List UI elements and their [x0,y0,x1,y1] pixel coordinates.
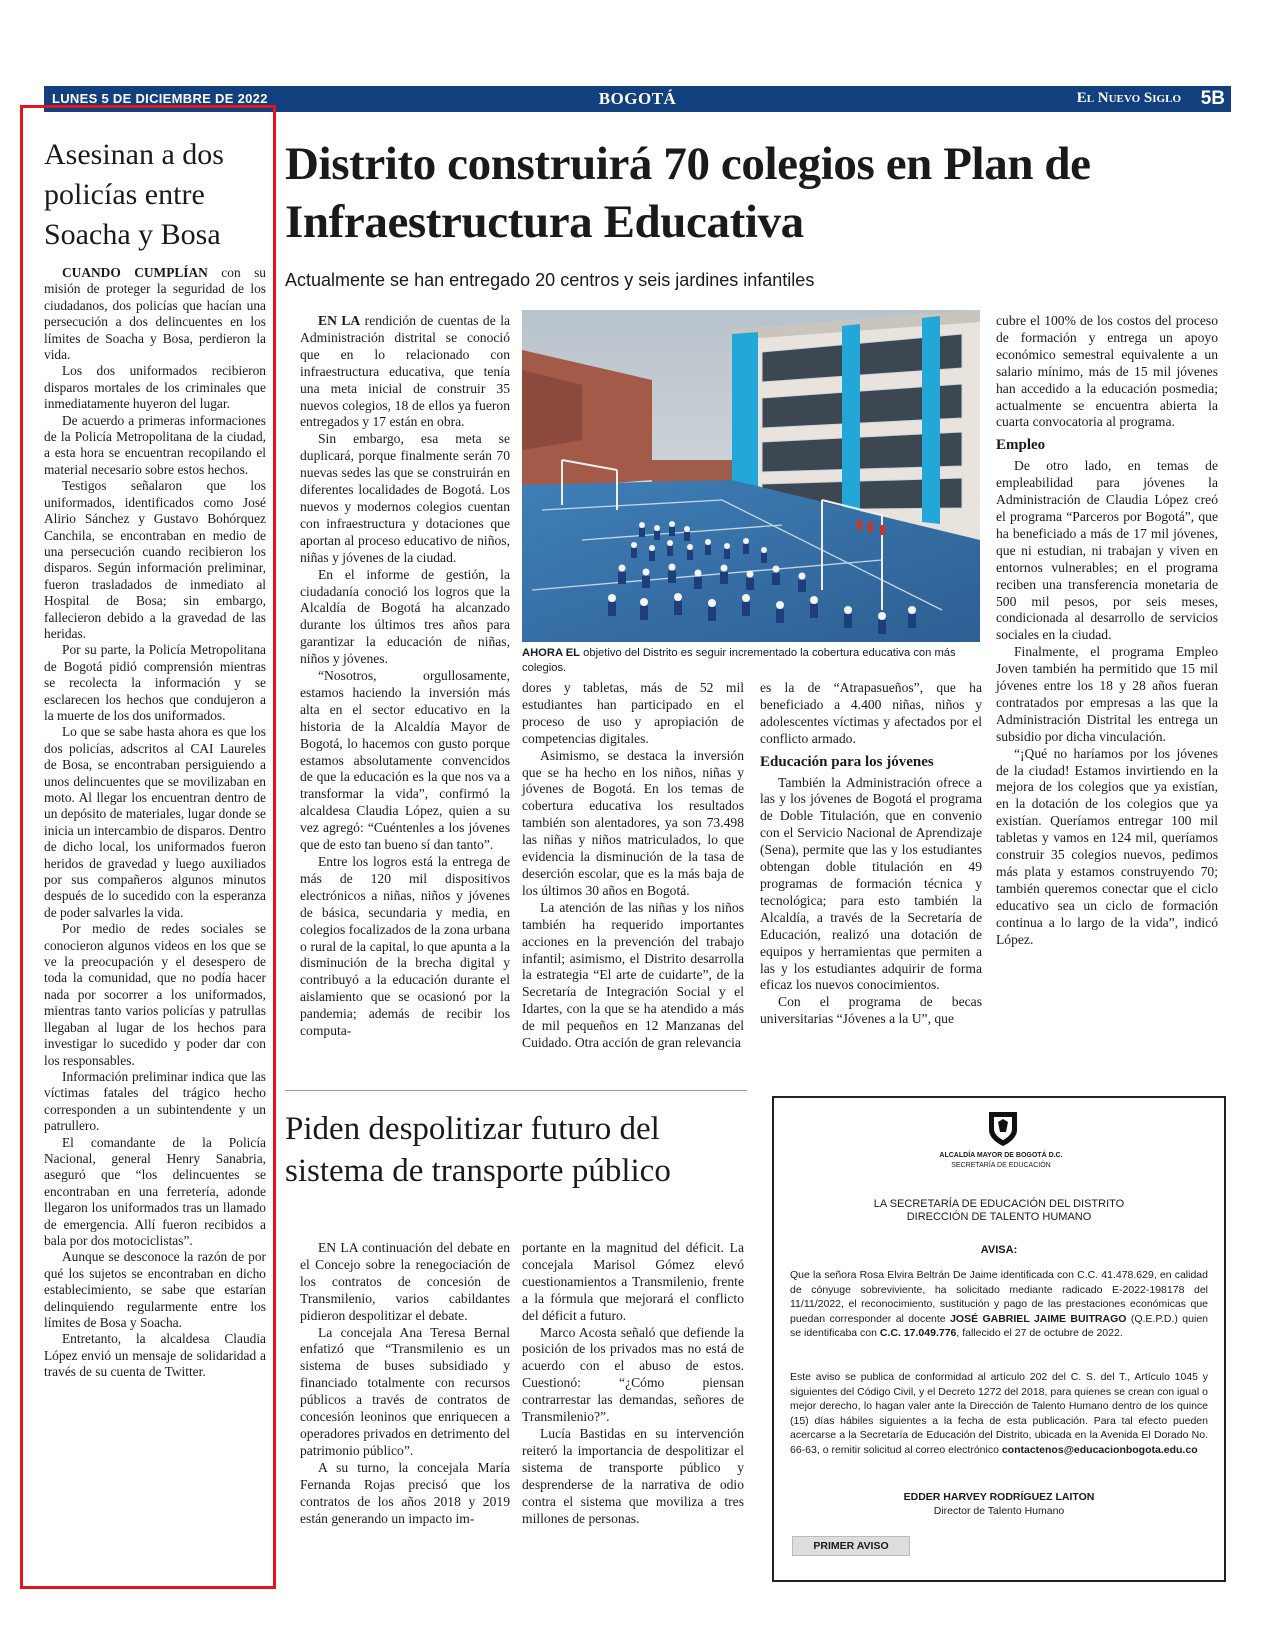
school-photo [522,310,980,642]
sidebar-paragraph: El comandante de la Policía Nacional, general Henry Sanabria, aseguró que “los delincuentes se encontraban en una ferretería, adonde llegaron los uniformados tras un llamado de emergencia. Allí fueron recibidos a bala por dos motociclistas”. [44,1134,266,1248]
sidebar-paragraph: Testigos señalaron que los uniformados, identificados como José Alirio Sánchez y Gustavo Bohórquez Canchila, se encontraban en medio de una persecución cuando recibieron los disparos. Según información preliminar, fueron trasladados de inmediato al Hospital de Bosa; sin embargo, fallecieron debido a la gravedad de las heridas. [44,478,266,641]
transport-column-2 [522,1240,744,1527]
newspaper-name: El Nuevo Siglo [1076,90,1181,106]
legal-notice [772,1096,1226,1582]
transport-column-1 [300,1240,510,1527]
notice-signature: EDDER HARVEY RODRÍGUEZ LAITON Director de Talento Humano [903,1491,1095,1517]
article-paragraph: portante en la magnitud del déficit. La concejala Marisol Gómez elevó cuestionamientos a Transmilenio, frente a la fórmula que mejorará el conflicto del déficit a futuro. [522,1240,744,1323]
lead-words: EN LA [318,313,361,328]
main-column-3 [760,680,982,1028]
article-paragraph: EN LA rendición de cuentas de la Administración distrital se conoció que en lo relacionado con infraestructura educativa, que tenía una meta inicial de construir 35 nuevos colegios, 18 de ellos ya fueron entregados y 17 están en obra. [300,313,510,430]
section-subheading: Educación para los jóvenes [760,753,934,770]
sidebar-paragraph: Aunque se desconoce la razón de por qué los sujetos se encontraban en dicho establecimiento, se sabe que estarían delinquiendo regularmente entre los límites de Bosa y Soacha. [44,1249,266,1330]
article-paragraph: Marco Acosta señaló que defiende la posición de los privados mas no está de acuerdo con el abuso de estos. Cuestionó: “¿Cómo piensan contrarrestar las demandas, señores de Transmilenio?”. [522,1324,744,1425]
secondary-headline: Piden despolitizar futuro del sistema de transporte público [285,1111,671,1189]
article-paragraph: Lucía Bastidas en su intervención reiteró la importancia de despolitizar el sistema de transporte público y desprenderse de la narrativa de odio contra el sistema que moviliza a tres millones de personas. [522,1425,744,1526]
issuing-organization: LA SECRETARÍA DE EDUCACIÓN DEL DISTRITO DIRECCIÓN DE TALENTO HUMANO [873,1198,1125,1223]
article-paragraph: La atención de las niñas y los niños también ha requerido importantes acciones en la prevención del trabajo infantil; asimismo, el Distrito desarrolla la estrategia “El arte de cuidarte”, de la Secretaría de Integración Social y el Idartes, con la que se ha atendido a más de mil pequeños en 12 Manzanas del Cuidado. Otra acción de gran relevancia [522,899,744,1051]
article-paragraph: cubre el 100% de los costos del proceso de formación y entrega un apoyo económico semestral equivalente a un salario mínimo, más de 15 mil jóvenes han accedido a la educación posmedia; actualmente se encuentra abierta la cuarta convocatoria al programa. [996,313,1218,430]
notice-paragraph: Que la señora Rosa Elvira Beltrán De Jaime identificada con C.C. 41.478.629, en calidad de cónyuge sobreviviente, ha solicitado mediante radicado E-2022-198178 del 11/11/2022, el reconocimiento, sustitución y pago de las prestaciones económicas que puedan corresponder al docente JOSÉ GABRIEL JAIME BUITRAGO (Q.E.P.D.) quien se identificaba con C.C. 17.049.776, fallecido el 27 de octubre de 2022. [790,1269,1208,1340]
article-paragraph: es la de “Atrapasueños”, que ha beneficiado a 4.400 niñas, niños y adolescentes víctimas y afectados por el conflicto armado. [760,680,982,746]
page-number: 5B [1200,88,1225,109]
notice-heading: AVISA: [980,1244,1018,1256]
section-name: BOGOTÁ [598,89,677,108]
article-paragraph: Asimismo, se destaca la inversión que se ha hecho en los niños, niñas y jóvenes de Bogotá. En los temas de cobertura educativa los resultados también son alentadores, ya son 73.498 las niñas y niños matriculados, lo que evidencia la disminución de la tasa de deserción escolar, que es la más baja de los últimos 30 años en Bogotá. [522,747,744,898]
sidebar-paragraph: Por su parte, la Policía Metropolitana de Bogotá pidió comprensión mientras se recolecta la información y se esclarecen los hechos que condujeron a la muerte de los dos uniformados. [44,642,266,723]
sidebar-paragraph: Por medio de redes sociales se conocieron algunos videos en los que se ve la preocupación y el desespero de toda la comunidad, que no podía hacer nada por socorrer a los uniformados, mientras tanto varios policías y patrullas llegaban al lugar de los hechos para investigar lo sucedido y poder dar con los responsables. [44,921,266,1068]
main-headline: Distrito construirá 70 colegios en Plan de Infraestructura Educativa [285,138,1091,248]
lead-words: CUANDO CUMPLÍAN [62,265,208,280]
contact-email[interactable]: contactenos@educacionbogota.edu.co [1001,1443,1198,1456]
main-subheadline: Actualmente se han entregado 20 centros y seis jardines infantiles [285,270,815,290]
publication-date: LUNES 5 DE DICIEMBRE DE 2022 [52,91,268,106]
photo-caption: AHORA EL objetivo del Distrito es seguir incrementado la cobertura educativa con más colegios. [522,647,956,674]
section-subheading: Empleo [996,437,1046,454]
article-paragraph: Con el programa de becas universitarias “Jóvenes a la U”, que [760,994,982,1027]
article-paragraph: En el informe de gestión, la ciudadanía conoció los logros que la Alcaldía de Bogotá ha alcanzado durante los últimos tres años para garantizar la educación de niñas, niños y jóvenes. [300,566,510,667]
coat-of-arms-icon [986,1108,1020,1148]
article-paragraph: “¡Qué no haríamos por los jóvenes de la ciudad! Estamos invirtiendo en la mejora de los colegios que ya existían, en la dotación de los colegios que ya existían. Queríamos entregar 100 mil tabletas y vamos en 124 mil, queríamos construir 35 colegios nuevos, pedimos más plata y estamos construyendo 70; también queremos conectar que el ciclo educativo sea un ciclo de formación continua a lo largo de la vida”, indicó López. [996,745,1218,947]
main-column-1 [300,313,510,1040]
notice-paragraph: Este aviso se publica de conformidad al artículo 202 del C. S. del T., Artículo 1045 y siguientes del Código Civil, y el Decreto 1272 del 2018, para quienes se crean con igual o mejor derecho, lo hagan valer ante la Dirección de Talento Humano dentro de los quince (15) días hábiles siguientes a la fecha de esta publicación. Para tal efecto pueden acercarse a la Secretaría de Educación del Distrito, ubicada en la Avenida El Dorado No. 66-63, o remitir solicitud al correo electrónico contactenos@educacionbogota.edu.co [790,1371,1208,1456]
article-paragraph: La concejala Ana Teresa Bernal enfatizó que “Transmilenio es un sistema de buses subsidiado y financiado totalmente con recursos públicos a través de contratos de concesión leoninos que enriquecen a operadores privados en detrimento del patrimonio público”. [300,1324,510,1458]
sidebar-headline: Asesinan a dos policías entre Soacha y Bosa [44,138,224,251]
main-column-4 [996,313,1218,949]
sidebar-paragraph: CUANDO CUMPLÍAN con su misión de proteger la seguridad de los ciudadanos, dos policías que hacían una persecución a dos delincuentes en los límites de Soacha y Bosa, perdieron la vida. [44,265,266,363]
sidebar-paragraph: Lo que se sabe hasta ahora es que los dos policías, adscritos al CAI Laureles de Bosa, se encontraban persiguiendo a unos delincuentes que se movilizaban en moto. Al llegar los encuentran dentro de un depósito de materiales, lugar donde se inicia un intercambio de disparos. Dentro de dicho local, los uniformados fueron heridos de gravedad y luego auxiliados por sus compañeros algunos minutos después de lo sucedido con la esperanza de poder salvarles la vida. [44,724,266,920]
sidebar-paragraph: Información preliminar indica que las víctimas fatales del trágico hecho corresponden a un subintendente y un patrullero. [44,1068,266,1134]
main-column-2 [522,680,744,1052]
notice-badge: PRIMER AVISO [792,1536,910,1556]
article-paragraph: Sin embargo, esa meta se duplicará, porque finalmente serán 70 nuevas sedes las que se construirán en diferentes localidades de Bogotá. Los nuevos y modernos colegios cuentan con infraestructura y dotaciones que aportan al proceso educativo de niños, niñas y jóvenes de la ciudad. [300,431,510,565]
article-paragraph: EN LA continuación del debate en el Concejo sobre la renegociación de los contratos de concesión de Transmilenio, varios cabildantes pidieron despolitizar el debate. [300,1240,510,1323]
sidebar-paragraph: De acuerdo a primeras informaciones de la Policía Metropolitana de la ciudad, a esta hora se encuentran recopilando el material necesario sobre estos hechos. [44,412,266,477]
article-paragraph: “Nosotros, orgullosamente, estamos haciendo la inversión más alta en el sector educativo en la historia de la Alcaldía Mayor de Bogotá, lo hacemos con gusto porque estamos absolutamente convencidos de que la educación es la que nos va a transformar la vida”, confirmó la alcaldesa Claudia López, quien a su vez agregó: “Cuéntenles a los jóvenes que de esto tan bueno sí dan tanto”. [300,668,510,853]
article-paragraph: Finalmente, el programa Empleo Joven también ha permitido que 15 mil jóvenes entre los 18 y 28 años fueran contratados por empresas a las que la Administración Distrital les entrega un subsidio por dicha vinculación. [996,644,1218,744]
article-paragraph: También la Administración ofrece a las y los jóvenes de Bogotá el programa de Doble Titulación, que en convenio con el Servicio Nacional de Aprendizaje (Sena), permite que las y los estudiantes obtengan doble titulación en 49 programas de formación técnica y tecnológica; para esto también la Alcaldía, a través de la Secretaría de Educación, realizó una dotación de equipos y herramientas que permiten a las y los estudiantes adquirir de forma eficaz los nuevos conocimientos. [760,774,982,993]
sidebar-body [44,265,266,1381]
caption-lead: AHORA EL [522,647,581,659]
article-paragraph: A su turno, la concejala María Fernanda Rojas precisó que los contratos de los años 2018 y 2019 están generando un impacto im- [300,1459,510,1526]
article-paragraph: dores y tabletas, más de 52 mil estudiantes han participado en el proceso de uso y apropiación de competencias digitales. [522,680,744,746]
article-paragraph: Entre los logros está la entrega de más de 120 mil dispositivos electrónicos a niñas, niños y jóvenes de básica, secundaria y media, en colegios focalizados de la zona urbana o rural de la capital, lo que apunta a la disminución de la brecha digital y contribuyó a la educación durante el aislamiento que se ocasionó por la pandemia; además de recibir los computa- [300,854,510,1039]
sidebar-paragraph: Entretanto, la alcaldesa Claudia López envió un mensaje de solidaridad a través de su cuenta de Twitter. [44,1331,266,1380]
divider [285,1090,747,1091]
sidebar-paragraph: Los dos uniformados recibieron disparos mortales de los criminales que inmediatamente huyeron del lugar. [44,363,266,412]
alcaldia-logo-text: ALCALDÍA MAYOR DE BOGOTÁ D.C. SECRETARÍA DE EDUCACIÓN [939,1152,1063,1169]
article-paragraph: De otro lado, en temas de empleabilidad para jóvenes la Administración de Claudia López creó el programa “Parceros por Bogotá”, que ha beneficiado a más de 17 mil jóvenes, que ni estudian, ni trabajan y viven en entornos vulnerables; en el programa reciben una transferencia monetaria de 500 mil pesos, por seis meses, condicionada al desarrollo de servicios sociales en la ciudad. [996,458,1218,643]
